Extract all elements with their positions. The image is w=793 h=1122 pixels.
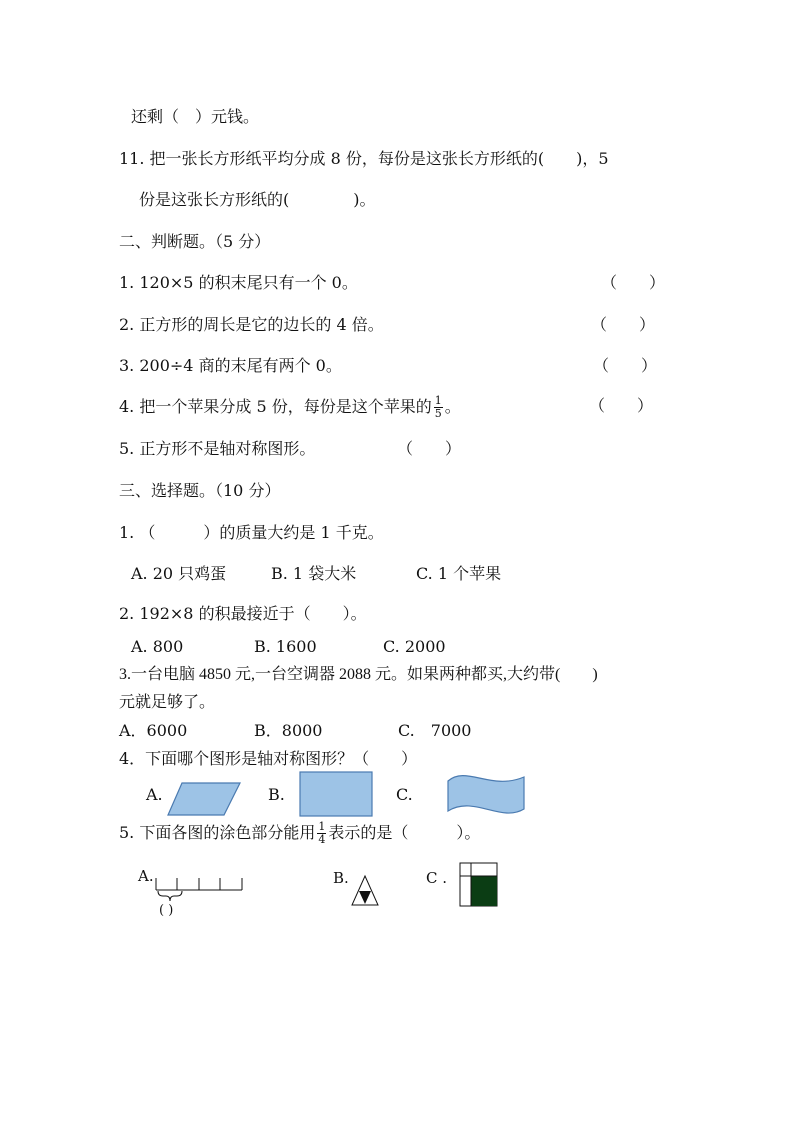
judge-answer-2[interactable]: （ ） bbox=[591, 315, 656, 334]
judge-item-4-end: 。 bbox=[444, 397, 461, 416]
section-3-title: 三、选择题。（10 分） bbox=[119, 481, 281, 500]
judge-answer-5[interactable]: （ ） bbox=[397, 439, 462, 458]
section-2-title: 二、判断题。（5 分） bbox=[119, 232, 271, 251]
q11-line-1: 11. 把一张长方形纸平均分成 8 份，每份是这张长方形纸的( )，5 bbox=[119, 149, 609, 168]
top-line: 还剩（ ）元钱。 bbox=[131, 107, 260, 126]
choice-q5-stem-text: 5. 下面各图的涂色部分能用 bbox=[119, 823, 316, 842]
choice-q3-option-b[interactable]: B．8000 bbox=[254, 721, 323, 740]
choice-q5-stem bbox=[119, 821, 480, 846]
choice-q2-stem: 2. 192×8 的积最接近于（ ）。 bbox=[119, 604, 367, 623]
choice-q3-option-a[interactable]: A．6000 bbox=[119, 721, 188, 740]
fraction-denominator: 4 bbox=[318, 833, 326, 846]
judge-item-4 bbox=[119, 395, 461, 420]
judge-item-1: 1. 120×5 的积末尾只有一个 0。 bbox=[119, 273, 358, 292]
fraction-numerator: 1 bbox=[318, 820, 326, 833]
q11-line-2: 份是这张长方形纸的( )。 bbox=[139, 190, 376, 209]
fraction-one-fifth bbox=[434, 395, 443, 420]
choice-q5-option-a[interactable]: A. bbox=[138, 867, 154, 885]
fraction-denominator: 5 bbox=[434, 407, 442, 420]
choice-q3-option-c[interactable]: C. 7000 bbox=[398, 721, 472, 740]
judge-answer-3[interactable]: （ ） bbox=[593, 356, 658, 375]
choice-q4-option-b[interactable]: B. bbox=[268, 785, 285, 804]
choice-q2-option-c[interactable]: C. 2000 bbox=[383, 637, 446, 656]
choice-q4-option-a[interactable]: A. bbox=[146, 785, 163, 804]
choice-q1-option-b[interactable]: B. 1 袋大米 bbox=[271, 564, 357, 583]
choice-q1-option-a[interactable]: A. 20 只鸡蛋 bbox=[131, 564, 227, 583]
choice-q2-option-a[interactable]: A. 800 bbox=[131, 637, 184, 656]
judge-item-2: 2. 正方形的周长是它的边长的 4 倍。 bbox=[119, 315, 384, 334]
choice-q5-stem-end: 表示的是（ ）。 bbox=[328, 823, 481, 842]
choice-q1-stem: 1. （ ）的质量大约是 1 千克。 bbox=[119, 523, 384, 542]
choice-q1-option-c[interactable]: C. 1 个苹果 bbox=[416, 564, 502, 583]
choice-q5-option-b[interactable]: B. bbox=[333, 869, 349, 887]
judge-answer-4[interactable]: （ ） bbox=[589, 396, 654, 415]
fraction-numerator: 1 bbox=[434, 394, 442, 407]
wave-shape bbox=[446, 771, 526, 819]
judge-item-5: 5. 正方形不是轴对称图形。 bbox=[119, 439, 316, 458]
choice-q2-option-b[interactable]: B. 1600 bbox=[254, 637, 317, 656]
brace-label: ( ) bbox=[159, 903, 174, 918]
choice-q3-stem-line-1: 3.一台电脑 4850 元,一台空调器 2088 元。如果两种都买,大约带( ) bbox=[119, 666, 598, 683]
choice-q3-stem-line-2: 元就足够了。 bbox=[119, 692, 216, 711]
choice-q4-stem: 4．下面哪个图形是轴对称图形？（ ） bbox=[119, 749, 418, 768]
triangle-figure bbox=[351, 874, 381, 908]
judge-item-4-text: 4. 把一个苹果分成 5 份，每份是这个苹果的 bbox=[119, 397, 432, 416]
fraction-one-quarter bbox=[317, 821, 326, 846]
judge-answer-1[interactable]: （ ） bbox=[601, 273, 666, 292]
parallelogram-shape bbox=[166, 781, 242, 817]
choice-q5-option-c[interactable]: C . bbox=[426, 869, 448, 887]
square-grid-figure bbox=[459, 862, 499, 908]
rectangle-shape bbox=[299, 771, 373, 817]
judge-item-3: 3. 200÷4 商的末尾有两个 0。 bbox=[119, 356, 342, 375]
choice-q4-option-c[interactable]: C. bbox=[396, 785, 413, 804]
